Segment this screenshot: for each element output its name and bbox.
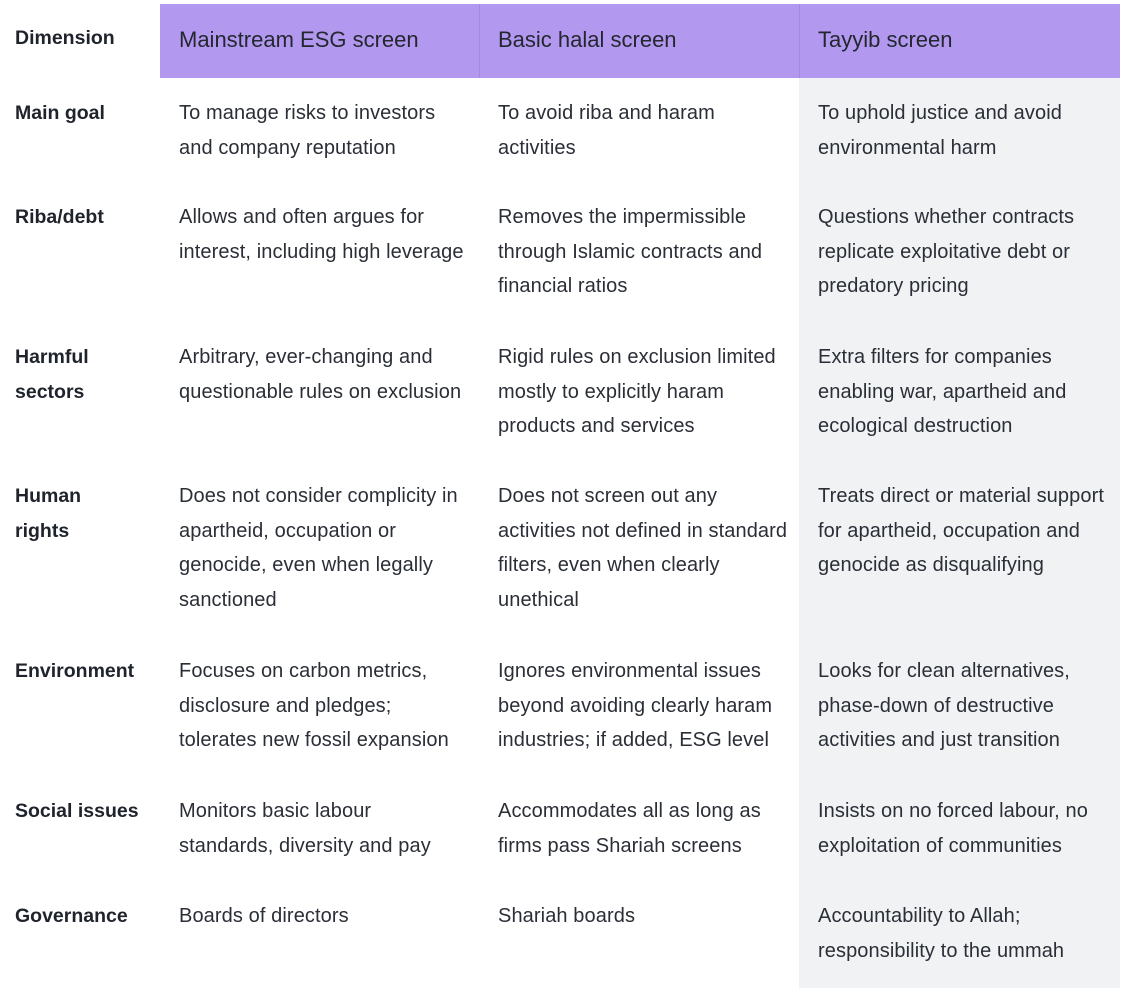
header-mainstream-esg: Mainstream ESG screen bbox=[179, 27, 419, 52]
cell-tayyib-environment: Looks for clean alternatives, phase-down of destructive activities and just transition bbox=[818, 660, 1070, 751]
cell-tayyib-harmful-sectors: Extra filters for companies enabling war, apartheid and ecological destruction bbox=[818, 346, 1067, 437]
header-dimension: Dimension bbox=[15, 27, 115, 49]
row-label-main-goal: Main goal bbox=[15, 102, 105, 124]
cell-tayyib-human-rights: Treats direct or material support for apartheid, occupation and genocide as disqualifying bbox=[818, 485, 1104, 576]
row-label-governance: Governance bbox=[15, 905, 128, 927]
cell-halal-riba-debt: Removes the impermissible through Islamic contracts and financial ratios bbox=[498, 206, 763, 297]
row-label-riba-debt: Riba/debt bbox=[15, 206, 104, 228]
cell-esg-riba-debt: Allows and often argues for interest, including high leverage bbox=[179, 206, 464, 263]
cell-esg-human-rights: Does not consider complicity in apartheid, occupation or genocide, even when legally sanctioned bbox=[179, 485, 458, 611]
cell-halal-social-issues: Accommodates all as long as firms pass Shariah screens bbox=[498, 800, 761, 857]
cell-halal-environment: Ignores environmental issues beyond avoiding clearly haram industries; if added, ESG level bbox=[498, 660, 773, 751]
cell-tayyib-governance: Accountability to Allah; responsibility to the ummah bbox=[818, 905, 1065, 962]
row-label-human-rights: Human rights bbox=[15, 485, 82, 542]
header-divider bbox=[479, 4, 480, 78]
cell-halal-human-rights: Does not screen out any activities not defined in standard filters, even when clearly unethical bbox=[498, 485, 788, 611]
cell-halal-main-goal: To avoid riba and haram activities bbox=[498, 102, 715, 159]
header-divider bbox=[799, 4, 800, 78]
cell-esg-harmful-sectors: Arbitrary, ever-changing and questionable rules on exclusion bbox=[179, 346, 462, 403]
cell-halal-governance: Shariah boards bbox=[498, 905, 636, 927]
cell-tayyib-riba-debt: Questions whether contracts replicate exploitative debt or predatory pricing bbox=[818, 206, 1075, 297]
row-label-social-issues: Social issues bbox=[15, 800, 139, 822]
header-tayyib: Tayyib screen bbox=[818, 27, 953, 52]
header-basic-halal: Basic halal screen bbox=[498, 27, 677, 52]
cell-esg-governance: Boards of directors bbox=[179, 905, 349, 927]
cell-esg-social-issues: Monitors basic labour standards, diversity and pay bbox=[179, 800, 431, 857]
cell-esg-main-goal: To manage risks to investors and company reputation bbox=[179, 102, 436, 159]
cell-tayyib-main-goal: To uphold justice and avoid environmental harm bbox=[818, 102, 1062, 159]
cell-halal-harmful-sectors: Rigid rules on exclusion limited mostly to explicitly haram products and services bbox=[498, 346, 776, 437]
cell-tayyib-social-issues: Insists on no forced labour, no exploitation of communities bbox=[818, 800, 1088, 857]
row-label-environment: Environment bbox=[15, 660, 135, 682]
row-label-harmful-sectors: Harmful sectors bbox=[15, 346, 89, 403]
cell-esg-environment: Focuses on carbon metrics, disclosure and pledges; tolerates new fossil expansion bbox=[179, 660, 449, 751]
